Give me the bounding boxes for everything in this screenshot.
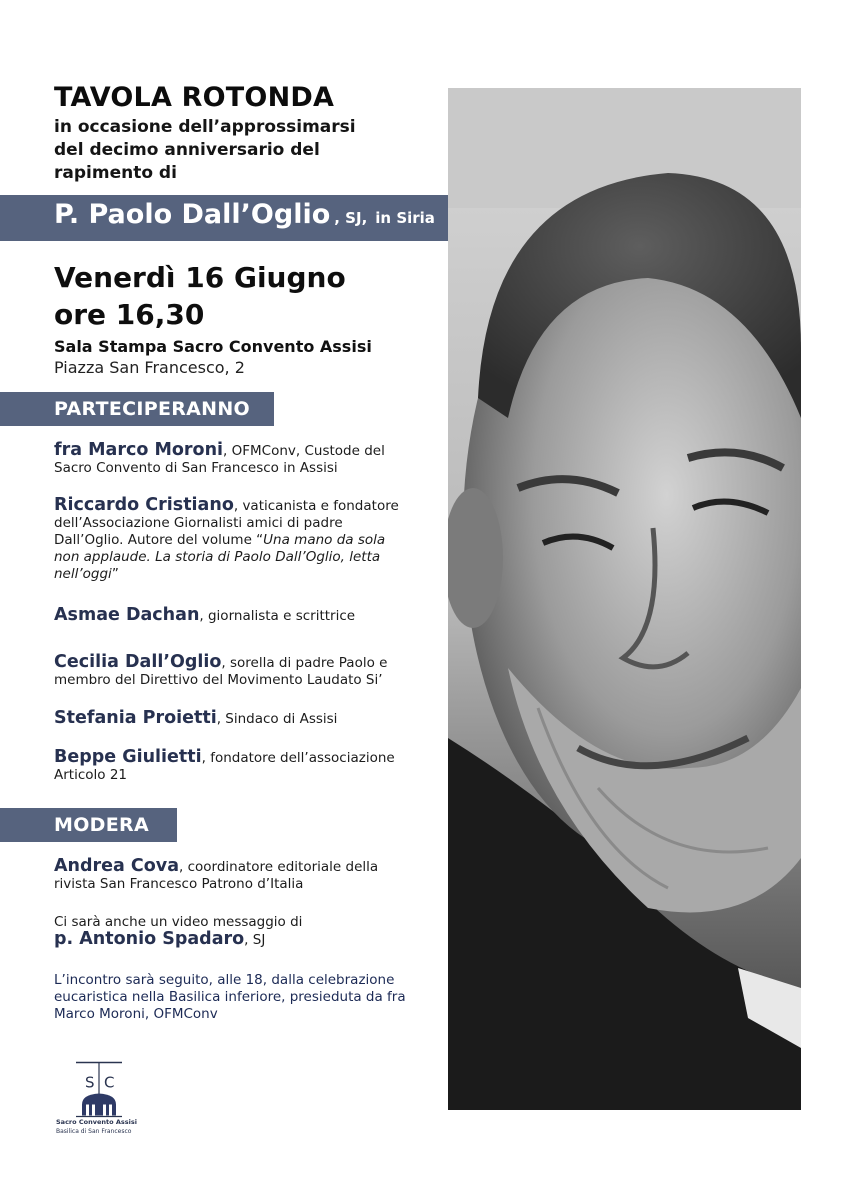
participant-desc: , giornalista e scrittrice <box>199 608 356 624</box>
participant-desc: , Sindaco di Assisi <box>216 711 338 727</box>
participant-desc: , OFMConv, Custode del Sacro Convento di San Francesco in Assisi <box>54 443 385 476</box>
honoree-place: in Siria <box>375 209 435 227</box>
participant-name: Cecilia Dall’Oglio <box>54 652 222 672</box>
honoree-name: P. Paolo Dall’Oglio <box>54 199 331 230</box>
event-title: TAVOLA ROTONDA <box>54 82 335 113</box>
subtitle-line: in occasione dell’approssimarsi <box>54 117 356 137</box>
participant-name: Asmae Dachan <box>54 605 200 625</box>
event-subtitle <box>54 116 394 185</box>
participant-desc: , vaticanista e fondatore dell’Associazione Giornalisti amici di padre Dall’Oglio. Autore del volume “ <box>54 498 399 548</box>
participant-desc-end: ” <box>111 566 119 582</box>
event-date: Venerdì 16 Giugno <box>54 261 346 294</box>
book-title: Una mano da sola non applaude. La storia di Paolo Dall’Oglio, letta nell’oggi <box>54 532 386 582</box>
closing-note: L’incontro sarà seguito, alle 18, dalla celebrazione eucaristica nella Basilica inferiore, presieduta da fra Marco Moroni, OFMConv <box>54 972 406 1022</box>
moderator-item <box>54 858 414 893</box>
moderator-desc: , coordinatore editoriale della rivista San Francesco Patrono d’Italia <box>54 859 379 892</box>
event-time: ore 16,30 <box>54 298 205 331</box>
video-speaker-suffix: , SJ <box>244 932 266 948</box>
participant-item <box>54 749 414 784</box>
logo-letter-s: S <box>85 1073 95 1092</box>
participant-desc: , sorella di padre Paolo e membro del Direttivo del Movimento Laudato Si’ <box>54 655 388 688</box>
moderator-name: Andrea Cova <box>54 856 180 876</box>
participant-item <box>54 607 414 625</box>
participant-desc: , fondatore dell’associazione Articolo 21 <box>54 750 395 783</box>
logo-line-2: Basilica di San Francesco <box>56 1128 132 1135</box>
logo-line-1: Sacro Convento Assisi <box>56 1118 137 1126</box>
moderator-heading: MODERA <box>0 808 177 842</box>
participants-heading: PARTECIPERANNO <box>0 392 274 426</box>
subtitle-line: del decimo anniversario del <box>54 140 320 160</box>
participant-name: Stefania Proietti <box>54 708 217 728</box>
honoree-name-line <box>54 199 435 230</box>
video-intro: Ci sarà anche un video messaggio di <box>54 914 303 930</box>
honoree-order: , SJ, <box>334 209 368 227</box>
video-message <box>54 914 414 949</box>
portrait-photo <box>448 88 801 1110</box>
subtitle-line: rapimento di <box>54 163 177 183</box>
participant-name: fra Marco Moroni <box>54 440 224 460</box>
participant-name: Beppe Giulietti <box>54 747 202 767</box>
event-datetime <box>54 259 346 333</box>
venue-address: Piazza San Francesco, 2 <box>54 358 245 377</box>
participant-item <box>54 654 414 689</box>
participant-name: Riccardo Cristiano <box>54 495 234 515</box>
venue-name: Sala Stampa Sacro Convento Assisi <box>54 337 372 356</box>
participant-item <box>54 442 414 477</box>
logo-letter-c: C <box>104 1073 115 1092</box>
video-speaker-name: p. Antonio Spadaro <box>54 929 245 949</box>
participant-item <box>54 710 414 728</box>
participant-item <box>54 497 414 583</box>
